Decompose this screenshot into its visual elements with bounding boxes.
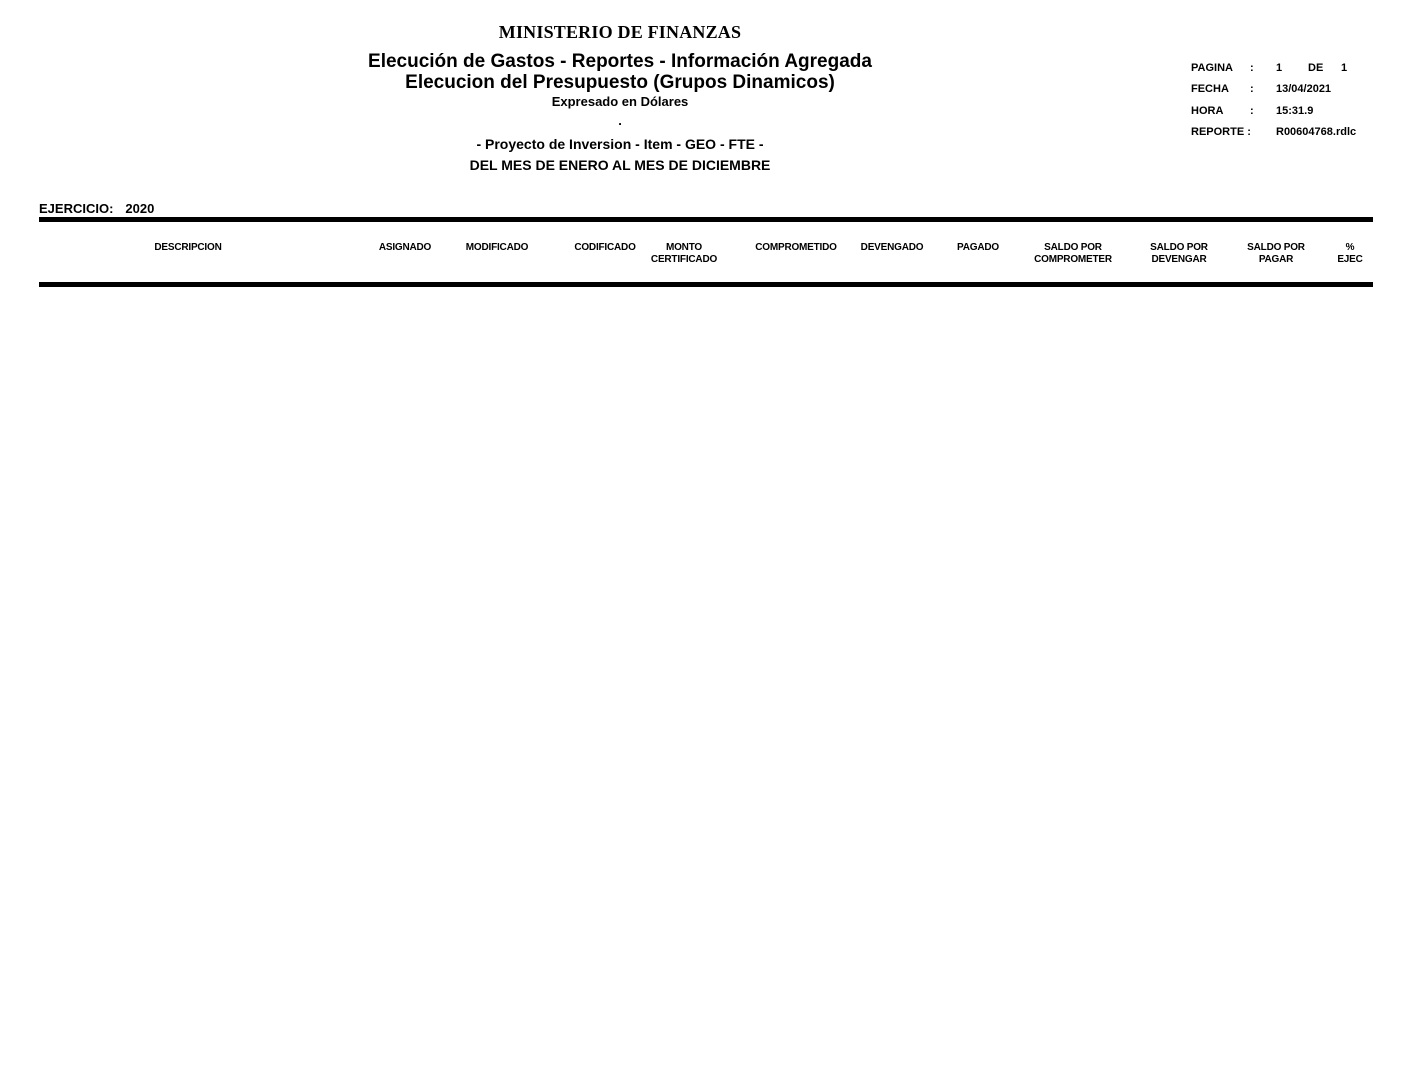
reporte-label: REPORTE : bbox=[1191, 126, 1251, 138]
col-monto-certificado: MONTO CERTIFICADO bbox=[650, 242, 718, 265]
table-top-rule bbox=[39, 217, 1373, 222]
col-descripcion: DESCRIPCION bbox=[154, 242, 222, 253]
grouping-criteria: - Proyecto de Inversion - Item - GEO - FTE - bbox=[476, 136, 764, 152]
col-codificado: CODIFICADO bbox=[574, 242, 636, 253]
hora-colon: : bbox=[1250, 105, 1254, 117]
ministry-name: MINISTERIO DE FINANZAS bbox=[498, 22, 742, 42]
col-asignado: ASIGNADO bbox=[378, 242, 432, 253]
fecha-value: 13/04/2021 bbox=[1276, 83, 1332, 95]
col-devengado: DEVENGADO bbox=[860, 242, 924, 253]
report-period: DEL MES DE ENERO AL MES DE DICIEMBRE bbox=[469, 157, 771, 173]
separator-dot: . bbox=[618, 113, 622, 128]
report-subtitle: Elecucion del Presupuesto (Grupos Dinamicos) bbox=[405, 72, 835, 93]
fecha-colon: : bbox=[1250, 83, 1254, 95]
col-saldo-por-comprometer: SALDO POR COMPROMETER bbox=[1034, 242, 1112, 265]
de-label: DE bbox=[1308, 62, 1324, 74]
currency-note: Expresado en Dólares bbox=[551, 94, 689, 109]
pagina-total: 1 bbox=[1341, 62, 1348, 74]
reporte-value: R00604768.rdlc bbox=[1276, 126, 1357, 138]
pagina-value: 1 bbox=[1276, 62, 1283, 74]
report-title: Elecución de Gastos - Reportes - Información Agregada bbox=[368, 51, 872, 72]
col-pagado: PAGADO bbox=[957, 242, 999, 253]
hora-value: 15:31.9 bbox=[1276, 105, 1314, 117]
col-saldo-por-devengar: SALDO POR DEVENGAR bbox=[1150, 242, 1208, 265]
col-porcentaje-ejecucion: % EJEC bbox=[1337, 242, 1363, 265]
hora-label: HORA bbox=[1191, 105, 1224, 117]
col-modificado: MODIFICADO bbox=[465, 242, 529, 253]
fiscal-year-label: EJERCICIO: bbox=[39, 201, 114, 216]
pagina-colon: : bbox=[1250, 62, 1254, 74]
col-saldo-por-pagar: SALDO POR PAGAR bbox=[1247, 242, 1305, 265]
pagina-label: PAGINA bbox=[1191, 62, 1233, 74]
col-comprometido: COMPROMETIDO bbox=[755, 242, 837, 253]
fecha-label: FECHA bbox=[1191, 83, 1229, 95]
fiscal-year-value: 2020 bbox=[125, 201, 155, 216]
fiscal-year bbox=[39, 201, 154, 216]
table-bottom-rule bbox=[39, 282, 1373, 287]
